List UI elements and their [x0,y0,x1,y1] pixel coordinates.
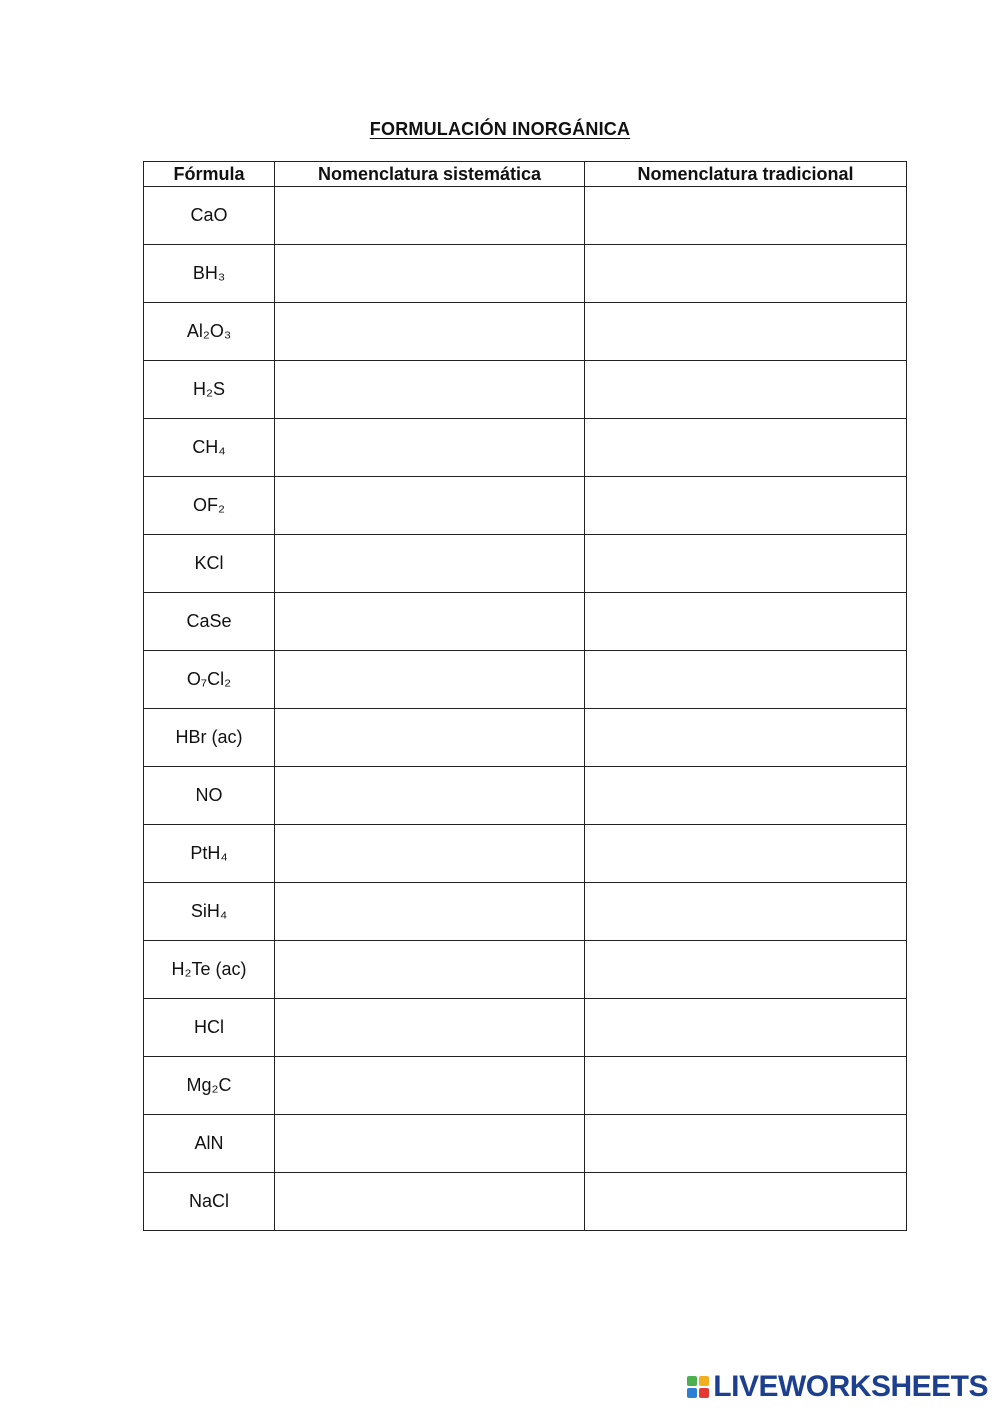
systematic-answer-cell[interactable] [275,709,585,767]
systematic-answer-cell[interactable] [275,187,585,245]
formulas-table [143,161,907,1231]
systematic-answer-cell[interactable] [275,245,585,303]
systematic-answer-cell[interactable] [275,593,585,651]
formula-cell: CaO [144,187,275,245]
table-row [144,1115,907,1173]
traditional-answer-cell[interactable] [585,651,907,709]
systematic-answer-cell[interactable] [275,1057,585,1115]
logo-tile [699,1388,709,1398]
formula-cell: H₂S [144,361,275,419]
page-title: FORMULACIÓN INORGÁNICA [369,119,631,139]
formula-cell: KCl [144,535,275,593]
formula-cell: CaSe [144,593,275,651]
brand-name: LIVEWORKSHEETS [713,1370,988,1403]
table-row [144,593,907,651]
table-row [144,535,907,593]
traditional-answer-cell[interactable] [585,825,907,883]
systematic-answer-cell[interactable] [275,477,585,535]
table-row [144,941,907,999]
table-row [144,825,907,883]
traditional-answer-cell[interactable] [585,709,907,767]
logo-tile [699,1376,709,1386]
table-row [144,303,907,361]
logo-tile [687,1388,697,1398]
formula-cell: SiH₄ [144,883,275,941]
formula-cell: O₇Cl₂ [144,651,275,709]
formula-cell: H₂Te (ac) [144,941,275,999]
formula-cell: AlN [144,1115,275,1173]
formula-cell: Mg₂C [144,1057,275,1115]
traditional-answer-cell[interactable] [585,1173,907,1231]
traditional-answer-cell[interactable] [585,593,907,651]
header-systematic-nomenclature: Nomenclatura sistemática [275,162,585,187]
table-header-row [144,162,907,187]
table-row [144,651,907,709]
systematic-answer-cell[interactable] [275,1115,585,1173]
traditional-answer-cell[interactable] [585,883,907,941]
liveworksheets-brand [687,1370,988,1404]
table-body [144,187,907,1231]
formula-cell: HBr (ac) [144,709,275,767]
formula-cell: BH₃ [144,245,275,303]
liveworksheets-logo-icon [687,1376,709,1398]
systematic-answer-cell[interactable] [275,825,585,883]
traditional-answer-cell[interactable] [585,999,907,1057]
formula-cell: NaCl [144,1173,275,1231]
traditional-answer-cell[interactable] [585,1115,907,1173]
table-row [144,1057,907,1115]
formula-cell: NO [144,767,275,825]
systematic-answer-cell[interactable] [275,535,585,593]
table-row [144,1173,907,1231]
systematic-answer-cell[interactable] [275,941,585,999]
systematic-answer-cell[interactable] [275,883,585,941]
traditional-answer-cell[interactable] [585,245,907,303]
systematic-answer-cell[interactable] [275,651,585,709]
formula-cell: OF₂ [144,477,275,535]
traditional-answer-cell[interactable] [585,477,907,535]
table-row [144,187,907,245]
header-traditional-nomenclature: Nomenclatura tradicional [585,162,907,187]
formula-cell: Al₂O₃ [144,303,275,361]
traditional-answer-cell[interactable] [585,187,907,245]
table-row [144,477,907,535]
systematic-answer-cell[interactable] [275,1173,585,1231]
table-row [144,999,907,1057]
traditional-answer-cell[interactable] [585,535,907,593]
table-row [144,709,907,767]
table-row [144,361,907,419]
traditional-answer-cell[interactable] [585,419,907,477]
table-row [144,245,907,303]
systematic-answer-cell[interactable] [275,419,585,477]
table-row [144,883,907,941]
traditional-answer-cell[interactable] [585,303,907,361]
systematic-answer-cell[interactable] [275,303,585,361]
traditional-answer-cell[interactable] [585,941,907,999]
formula-cell: PtH₄ [144,825,275,883]
table-row [144,419,907,477]
formula-cell: CH₄ [144,419,275,477]
systematic-answer-cell[interactable] [275,361,585,419]
header-formula: Fórmula [144,162,275,187]
systematic-answer-cell[interactable] [275,767,585,825]
table-row [144,767,907,825]
traditional-answer-cell[interactable] [585,361,907,419]
traditional-answer-cell[interactable] [585,1057,907,1115]
formula-cell: HCl [144,999,275,1057]
traditional-answer-cell[interactable] [585,767,907,825]
systematic-answer-cell[interactable] [275,999,585,1057]
logo-tile [687,1376,697,1386]
